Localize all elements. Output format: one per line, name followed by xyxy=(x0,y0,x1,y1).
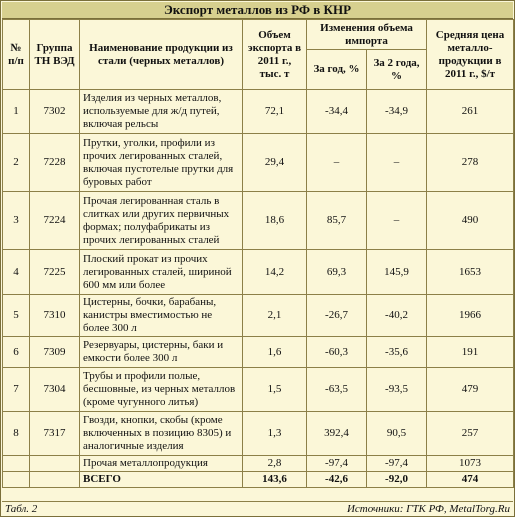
row-price: 479 xyxy=(427,368,514,412)
row-two: -40,2 xyxy=(367,295,427,337)
total-row xyxy=(3,472,514,488)
table-footer xyxy=(2,501,513,516)
row-volume: 1,3 xyxy=(243,412,307,456)
other-row xyxy=(3,456,514,472)
row-group: 7310 xyxy=(30,295,80,337)
row-year: 85,7 xyxy=(307,192,367,250)
sources-note: Источники: ГТК РФ, MetalTorg.Ru xyxy=(346,503,510,515)
table-title: Экспорт металлов из РФ в КНР xyxy=(2,2,513,19)
row-two: -93,5 xyxy=(367,368,427,412)
table-row xyxy=(3,295,514,337)
row-year: -26,7 xyxy=(307,295,367,337)
header-num: № п/п xyxy=(3,20,30,90)
total-year: -42,6 xyxy=(307,472,367,488)
row-name: Изделия из черных металлов, используемые для ж/д путей, включая рельсы xyxy=(80,90,243,134)
row-year: -34,4 xyxy=(307,90,367,134)
header-price: Средняя цена металло-продукции в 2011 г., $/т xyxy=(427,20,514,90)
row-num: 6 xyxy=(3,337,30,368)
table-row xyxy=(3,192,514,250)
row-year: -60,3 xyxy=(307,337,367,368)
header-year: За год, % xyxy=(307,50,367,90)
row-name: Трубы и профили полые, бесшовные, из черных металлов (кроме чугунного литья) xyxy=(80,368,243,412)
header-two-years: За 2 года, % xyxy=(367,50,427,90)
other-price: 1073 xyxy=(427,456,514,472)
header-name: Наименование продукции из стали (черных металлов) xyxy=(80,20,243,90)
row-two: – xyxy=(367,192,427,250)
row-price: 1653 xyxy=(427,250,514,295)
row-num: 3 xyxy=(3,192,30,250)
row-two: – xyxy=(367,134,427,192)
row-volume: 29,4 xyxy=(243,134,307,192)
row-two: -34,9 xyxy=(367,90,427,134)
other-num xyxy=(3,456,30,472)
row-group: 7225 xyxy=(30,250,80,295)
header-change: Изменения объема импорта xyxy=(307,20,427,50)
total-group xyxy=(30,472,80,488)
row-group: 7228 xyxy=(30,134,80,192)
row-volume: 1,6 xyxy=(243,337,307,368)
total-two: -92,0 xyxy=(367,472,427,488)
other-year: -97,4 xyxy=(307,456,367,472)
table-row xyxy=(3,90,514,134)
row-num: 7 xyxy=(3,368,30,412)
row-year: – xyxy=(307,134,367,192)
row-two: -35,6 xyxy=(367,337,427,368)
table-row xyxy=(3,368,514,412)
row-year: 69,3 xyxy=(307,250,367,295)
row-group: 7302 xyxy=(30,90,80,134)
header-volume: Объем экспорта в 2011 г., тыс. т xyxy=(243,20,307,90)
total-price: 474 xyxy=(427,472,514,488)
other-volume: 2,8 xyxy=(243,456,307,472)
row-num: 4 xyxy=(3,250,30,295)
table-number: Табл. 2 xyxy=(5,503,38,515)
total-volume: 143,6 xyxy=(243,472,307,488)
row-name: Гвозди, кнопки, скобы (кроме включенных в позицию 8305) и аналогичные изделия xyxy=(80,412,243,456)
row-num: 8 xyxy=(3,412,30,456)
table-row xyxy=(3,250,514,295)
row-num: 1 xyxy=(3,90,30,134)
table-row xyxy=(3,412,514,456)
row-year: 392,4 xyxy=(307,412,367,456)
row-name: Плоский прокат из прочих легированных сталей, шириной 600 мм или более xyxy=(80,250,243,295)
row-group: 7309 xyxy=(30,337,80,368)
row-num: 2 xyxy=(3,134,30,192)
row-price: 261 xyxy=(427,90,514,134)
row-price: 278 xyxy=(427,134,514,192)
other-group xyxy=(30,456,80,472)
row-name: Прочая легированная сталь в слитках или других первичных формах; полуфабрикаты из прочих легированных сталей xyxy=(80,192,243,250)
row-volume: 72,1 xyxy=(243,90,307,134)
table-row xyxy=(3,134,514,192)
row-volume: 14,2 xyxy=(243,250,307,295)
row-price: 191 xyxy=(427,337,514,368)
other-two: -97,4 xyxy=(367,456,427,472)
row-volume: 18,6 xyxy=(243,192,307,250)
row-price: 1966 xyxy=(427,295,514,337)
row-group: 7317 xyxy=(30,412,80,456)
total-num xyxy=(3,472,30,488)
row-price: 257 xyxy=(427,412,514,456)
header-group: Группа ТН ВЭД xyxy=(30,20,80,90)
row-price: 490 xyxy=(427,192,514,250)
row-name: Резервуары, цистерны, баки и емкости более 300 л xyxy=(80,337,243,368)
row-name: Цистерны, бочки, барабаны, канистры вместимостью не более 300 л xyxy=(80,295,243,337)
export-table xyxy=(2,19,514,488)
row-volume: 2,1 xyxy=(243,295,307,337)
other-name: Прочая металлопродукция xyxy=(80,456,243,472)
table-row xyxy=(3,337,514,368)
row-two: 145,9 xyxy=(367,250,427,295)
row-num: 5 xyxy=(3,295,30,337)
total-name: ВСЕГО xyxy=(80,472,243,488)
row-volume: 1,5 xyxy=(243,368,307,412)
row-group: 7224 xyxy=(30,192,80,250)
row-year: -63,5 xyxy=(307,368,367,412)
row-name: Прутки, уголки, профили из прочих легированных сталей, включая пустотелые прутки для буровых работ xyxy=(80,134,243,192)
row-group: 7304 xyxy=(30,368,80,412)
row-two: 90,5 xyxy=(367,412,427,456)
